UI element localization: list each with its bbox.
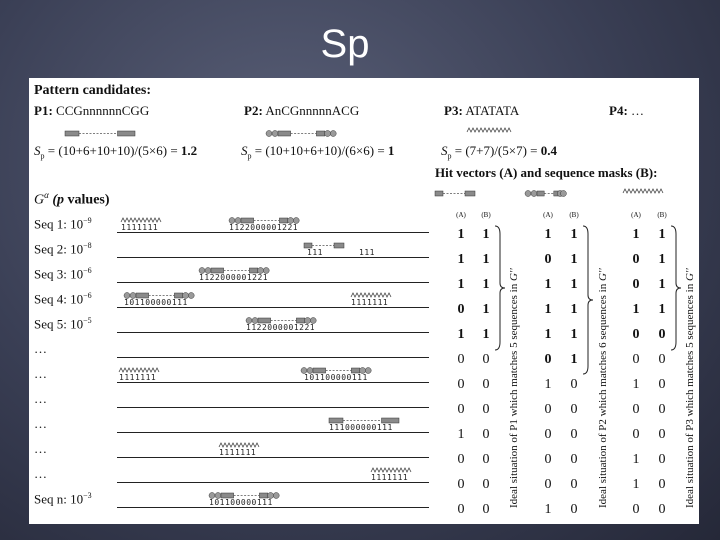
- circle-glyph: [325, 131, 331, 137]
- circle-glyph: [330, 131, 336, 137]
- hit-value: 0: [482, 377, 490, 392]
- zigzag-glyph: [371, 468, 411, 472]
- hit-value: 1: [658, 227, 666, 242]
- hit-column-header: (B): [569, 211, 579, 219]
- hit-value: 0: [632, 327, 640, 342]
- motif-match-code: 1122000001221: [246, 323, 316, 332]
- motif-match-code: 101100000111: [124, 298, 188, 307]
- hit-column-header: (B): [481, 211, 491, 219]
- sp-formula-p3: $S_p = (7+7)/(5\times 7) = 0.4$: [441, 143, 558, 161]
- hit-value: 0: [632, 502, 640, 517]
- sequence-label: …: [34, 391, 47, 406]
- sequence-label: …: [34, 466, 47, 481]
- sequence-line: [117, 282, 429, 283]
- hit-value: 1: [632, 477, 640, 492]
- hit-value: 1: [544, 277, 552, 292]
- ideal-situation-label: Ideal situation of P1 which matches 5 sequences in G′′: [508, 268, 520, 508]
- hit-value: 1: [482, 302, 490, 317]
- motif-match-code: 111000000111: [329, 423, 393, 432]
- hit-value: 1: [457, 427, 465, 442]
- block-glyph: [65, 131, 79, 136]
- hit-value: 0: [658, 502, 666, 517]
- hit-value: 0: [457, 402, 465, 417]
- hit-value: 0: [457, 302, 465, 317]
- hit-value: 1: [544, 227, 552, 242]
- slide-title: Sp: [320, 22, 370, 66]
- hit-value: 0: [570, 377, 578, 392]
- brace: [583, 226, 593, 374]
- sequence-label: Seq 4: $10^{-6}$: [34, 291, 92, 307]
- hit-value: 1: [632, 227, 640, 242]
- motif-match-code: 111: [307, 248, 323, 257]
- motif-match-code: 1111111: [119, 373, 157, 382]
- motif-match-code: 101100000111: [209, 498, 273, 507]
- circle-glyph: [531, 191, 537, 197]
- sequence-label: …: [34, 366, 47, 381]
- hit-value: 0: [658, 477, 666, 492]
- circle-glyph: [273, 493, 279, 499]
- pattern-p1: P1: CCGnnnnnnCGG: [34, 103, 150, 118]
- sequence-line: [117, 257, 429, 258]
- hit-value: 0: [482, 352, 490, 367]
- hit-column-header: (A): [543, 211, 553, 219]
- hit-value: 1: [457, 327, 465, 342]
- hit-value: 1: [570, 277, 578, 292]
- hit-value: 1: [632, 302, 640, 317]
- hit-value: 1: [570, 327, 578, 342]
- hit-value: 0: [544, 452, 552, 467]
- zigzag-glyph: [351, 293, 391, 297]
- sequence-line: [117, 232, 429, 233]
- hit-column-header: (B): [657, 211, 667, 219]
- sequence-line: [117, 357, 429, 358]
- hit-value: 0: [632, 427, 640, 442]
- hit-value: 0: [457, 377, 465, 392]
- motif-match-code: 1111111: [219, 448, 257, 457]
- brace: [671, 226, 681, 350]
- brace: [495, 226, 505, 350]
- block-glyph: [118, 131, 136, 136]
- sequence-line: [117, 382, 429, 383]
- zigzag-glyph: [623, 189, 663, 193]
- sp-formula-p2: $S_p = (10+10+6+10)/(6\times 6) = 1$: [241, 143, 395, 161]
- pattern-p3: P3: ATATATA: [444, 103, 520, 118]
- hit-value: 1: [570, 352, 578, 367]
- sequence-line: [117, 482, 429, 483]
- hit-value: 0: [457, 452, 465, 467]
- pattern-p2: P2: AnCGnnnnnACG: [244, 103, 360, 118]
- hit-value: 0: [658, 452, 666, 467]
- hit-value: 0: [658, 377, 666, 392]
- sequence-label: Seq n: $10^{-3}$: [34, 491, 92, 507]
- sequence-line: [117, 457, 429, 458]
- hit-column-header: (A): [456, 211, 466, 219]
- block-glyph: [465, 191, 475, 196]
- zigzag-glyph: [119, 368, 159, 372]
- zigzag-glyph: [121, 218, 161, 222]
- pattern-p4: P4: …: [609, 103, 645, 118]
- hit-value: 0: [482, 402, 490, 417]
- hit-value: 1: [544, 302, 552, 317]
- hit-value: 1: [570, 302, 578, 317]
- sp-formula-p1: $S_p = (10+6+10+10)/(5\times 6) = 1.2$: [34, 143, 198, 161]
- hit-value: 0: [570, 452, 578, 467]
- hit-column-header: (A): [631, 211, 641, 219]
- g-alpha-heading: $G^\alpha$ (p values): [34, 190, 110, 208]
- hit-value: 1: [658, 277, 666, 292]
- hit-value: 1: [570, 252, 578, 267]
- hit-value: 0: [632, 352, 640, 367]
- motif-match-code: 101100000111: [304, 373, 368, 382]
- hit-value: 0: [570, 477, 578, 492]
- hit-value: 1: [457, 252, 465, 267]
- block-glyph: [537, 191, 544, 196]
- hit-value: 1: [544, 502, 552, 517]
- hit-value: 1: [658, 302, 666, 317]
- sequence-line: [117, 407, 429, 408]
- hit-value: 0: [482, 502, 490, 517]
- pattern-candidates-heading: Pattern candidates:: [34, 83, 152, 98]
- circle-glyph: [188, 293, 194, 299]
- motif-match-code: 1111111: [351, 298, 389, 307]
- zigzag-glyph: [467, 128, 511, 132]
- hit-value: 0: [457, 502, 465, 517]
- hit-value: 1: [457, 277, 465, 292]
- hit-value: 0: [544, 477, 552, 492]
- block-glyph: [435, 191, 443, 196]
- block-glyph: [316, 131, 324, 136]
- hit-value: 0: [570, 502, 578, 517]
- hit-value: 0: [457, 477, 465, 492]
- hit-value: 0: [482, 452, 490, 467]
- hit-value: 0: [658, 402, 666, 417]
- sequence-line: [117, 507, 429, 508]
- hit-value: 1: [632, 452, 640, 467]
- hit-value: 0: [632, 402, 640, 417]
- sequence-label: Seq 1: $10^{-9}$: [34, 216, 92, 232]
- hit-value: 0: [544, 352, 552, 367]
- hit-value: 1: [457, 227, 465, 242]
- hit-value: 1: [658, 252, 666, 267]
- sequence-label: …: [34, 341, 47, 356]
- ideal-situation-label: Ideal situation of P2 which matches 6 sequences in G′′: [597, 268, 609, 508]
- sequence-label: Seq 2: $10^{-8}$: [34, 241, 92, 257]
- circle-glyph: [525, 191, 531, 197]
- sequence-label: …: [34, 416, 47, 431]
- motif-match-code: 1122000001221: [199, 273, 269, 282]
- hit-value: 0: [658, 427, 666, 442]
- hit-value: 1: [482, 277, 490, 292]
- hit-value: 0: [632, 252, 640, 267]
- sequence-label: Seq 3: $10^{-6}$: [34, 266, 92, 282]
- sequence-line: [117, 432, 429, 433]
- ideal-situation-label: Ideal situation of P3 which matches 5 sequences in G′′: [684, 268, 696, 508]
- sequence-line: [117, 332, 429, 333]
- hit-value: 0: [658, 327, 666, 342]
- hit-value: 0: [457, 352, 465, 367]
- motif-match-code: 1111111: [371, 473, 409, 482]
- block-glyph: [334, 243, 344, 248]
- hit-value: 1: [632, 377, 640, 392]
- hit-value: 0: [544, 402, 552, 417]
- hit-value: 0: [658, 352, 666, 367]
- zigzag-glyph: [219, 443, 259, 447]
- hit-value: 1: [482, 227, 490, 242]
- hit-value: 1: [482, 327, 490, 342]
- hit-value: 1: [570, 227, 578, 242]
- hit-value: 0: [482, 477, 490, 492]
- hit-value: 0: [544, 252, 552, 267]
- circle-glyph: [272, 131, 278, 137]
- hit-value: 1: [544, 327, 552, 342]
- sequence-line: [117, 307, 429, 308]
- hit-value: 0: [632, 277, 640, 292]
- motif-match-code: 1122000001221: [229, 223, 299, 232]
- circle-glyph: [560, 191, 566, 197]
- sequence-label: …: [34, 441, 47, 456]
- hit-value: 0: [544, 427, 552, 442]
- circle-glyph: [266, 131, 272, 137]
- hit-value: 0: [482, 427, 490, 442]
- hit-value: 1: [482, 252, 490, 267]
- hit-vectors-heading: Hit vectors (A) and sequence masks (B):: [435, 165, 658, 180]
- sequence-label: Seq 5: $10^{-5}$: [34, 316, 92, 332]
- hit-value: 1: [544, 377, 552, 392]
- figure-panel: [29, 78, 699, 524]
- motif-match-code: 111: [359, 248, 375, 257]
- motif-match-code: 1111111: [121, 223, 159, 232]
- block-glyph: [278, 131, 291, 136]
- hit-value: 0: [570, 427, 578, 442]
- hit-value: 0: [570, 402, 578, 417]
